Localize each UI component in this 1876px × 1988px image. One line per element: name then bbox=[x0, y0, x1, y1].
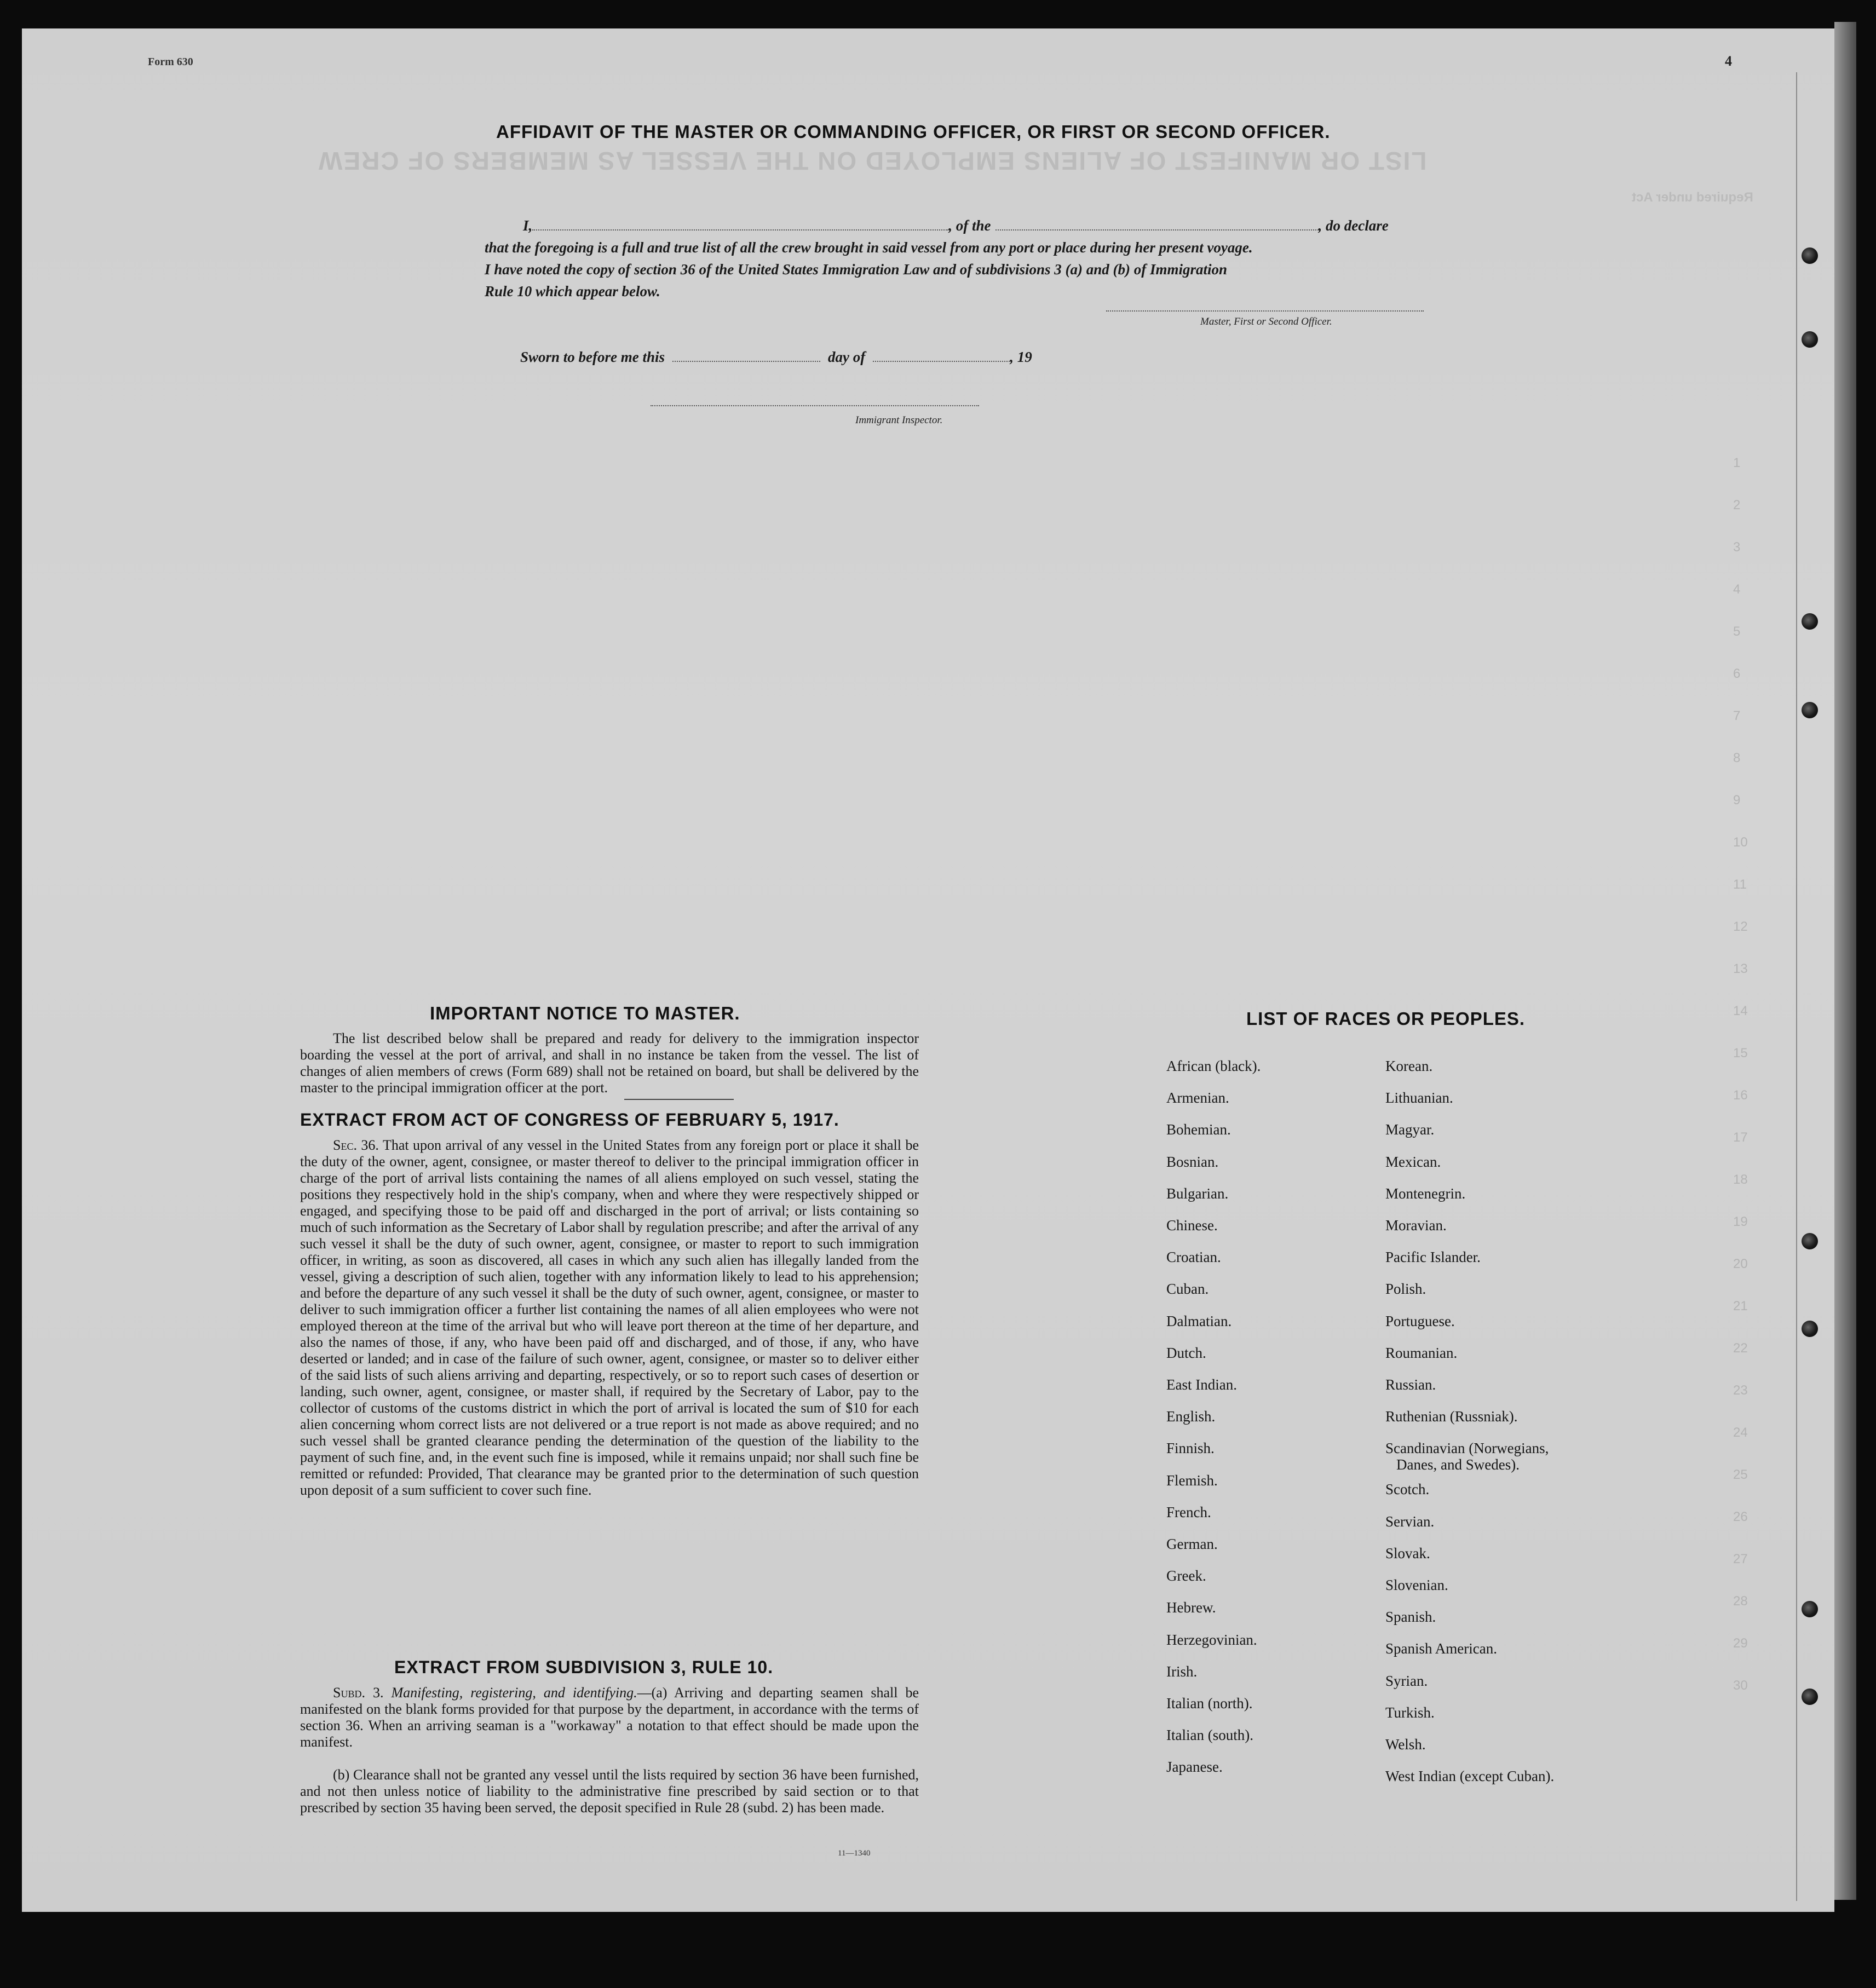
margin-number: 4 bbox=[1733, 582, 1741, 597]
race-item: English. bbox=[1166, 1408, 1216, 1425]
subdivision-a-body: —(a) Arriving and departing seamen shall be manifested on the blank forms provided for that purpose by the department, in accordance with the terms of section 36. When an arriving seaman is a "workaway" a notation to that effect should be made upon the manifest. bbox=[300, 1685, 919, 1750]
affidavit-line-1 bbox=[523, 217, 1389, 234]
race-item: Portuguese. bbox=[1385, 1312, 1455, 1329]
subdivision-label: Subd. 3. bbox=[333, 1685, 384, 1701]
race-item: East Indian. bbox=[1166, 1376, 1237, 1393]
punch-hole bbox=[1802, 331, 1818, 348]
margin-number: 9 bbox=[1733, 793, 1741, 808]
race-item: Finnish. bbox=[1166, 1440, 1215, 1457]
margin-number: 21 bbox=[1733, 1299, 1748, 1313]
margin-number: 6 bbox=[1733, 666, 1741, 681]
form-number: Form 630 bbox=[148, 56, 193, 68]
punch-hole bbox=[1802, 1601, 1818, 1617]
race-item: Roumanian. bbox=[1385, 1344, 1458, 1361]
punch-hole bbox=[1802, 1689, 1818, 1705]
section-36-body: That upon arrival of any vessel in the United States from any foreign port or place it shall be the duty of the owner, agent, consignee, or master thereof to deliver to the principal immigration officer in charge of the port of arrival lists containing the names of all aliens employed on such vessel, stating the positions they respectively hold in the ship's company, when and where they were respectively shipped or engaged, and specifying those to be paid off and discharged in the port of arrival; or lists containing so much of such information as the Secretary of Labor shall by regulation prescribe; and after the arrival of any such vessel it shall be the duty of such owner, agent, consignee, or master to report to such immigration officer, in writing, as soon as discovered, all cases in which any such alien has illegally landed from the vessel, giving a description of such alien, together with any information likely to lead to his apprehension; and before the departure of any such vessel it shall be the duty of such owner, agent, consignee, or master to deliver to such immigration officer a further list containing the names of all alien employees who were not employed thereon at the time of the arrival but who will leave port thereon at the time of her departure, and also the names of those, if any, who have been paid off and discharged, and of those, if any, who have deserted or landed; and in case of the failure of such owner, agent, consignee, or master so to deliver either of the said lists of such aliens arriving and departing, respectively, or so to report such cases of desertion or landing, such owner, agent, consignee, or master shall, if required by the Secretary of Labor, pay to the collector of customs of the customs district in which the port of arrival is located the sum of $10 for each alien concerning whom correct lists are not delivered or a true report is not made as above required; and no such vessel shall be granted clearance pending the determination of the question of the liability to the payment of such fine, and, in the event such fine is imposed, while it remains unpaid; nor shall such fine be remitted or refunded: Provided, That clearance may be granted prior to the determination of such question upon deposit of a sum sufficient to cover such fine. bbox=[300, 1137, 919, 1498]
sworn-day-of: day of bbox=[828, 349, 866, 365]
race-item: Flemish. bbox=[1166, 1472, 1218, 1489]
extract-rule-title: EXTRACT FROM SUBDIVISION 3, RULE 10. bbox=[394, 1657, 774, 1677]
race-item: Mexican. bbox=[1385, 1153, 1441, 1170]
punch-hole bbox=[1802, 702, 1818, 718]
race-item: Italian (south). bbox=[1166, 1727, 1253, 1744]
vessel-blank bbox=[995, 229, 1319, 231]
notice-title: IMPORTANT NOTICE TO MASTER. bbox=[430, 1003, 740, 1023]
margin-number: 29 bbox=[1733, 1636, 1748, 1651]
race-item: Spanish American. bbox=[1385, 1640, 1497, 1657]
race-item: Chinese. bbox=[1166, 1217, 1218, 1234]
document-page bbox=[22, 28, 1834, 1912]
race-item: African (black). bbox=[1166, 1058, 1261, 1074]
bleed-through-required: Required under Act bbox=[1632, 190, 1753, 205]
race-item: Moravian. bbox=[1385, 1217, 1447, 1234]
affidavit-title: AFFIDAVIT OF THE MASTER OR COMMANDING OFFICER, OR FIRST OR SECOND OFFICER. bbox=[496, 122, 1331, 142]
race-item: Russian. bbox=[1385, 1376, 1436, 1393]
margin-number: 19 bbox=[1733, 1214, 1748, 1229]
margin-rule bbox=[1796, 72, 1797, 1901]
punch-hole bbox=[1802, 1321, 1818, 1337]
sworn-year: , 19 bbox=[1010, 349, 1032, 365]
master-signature-caption: Master, First or Second Officer. bbox=[1200, 316, 1332, 327]
race-item: Slovenian. bbox=[1385, 1577, 1448, 1593]
race-item: Irish. bbox=[1166, 1663, 1198, 1680]
punch-hole bbox=[1802, 247, 1818, 264]
margin-number: 20 bbox=[1733, 1257, 1748, 1271]
race-item: Pacific Islander. bbox=[1385, 1249, 1481, 1266]
punch-hole bbox=[1802, 1233, 1818, 1249]
margin-number: 23 bbox=[1733, 1383, 1748, 1398]
race-item: Armenian. bbox=[1166, 1090, 1229, 1107]
race-item: Polish. bbox=[1385, 1281, 1426, 1298]
margin-number: 16 bbox=[1733, 1088, 1748, 1103]
margin-number: 13 bbox=[1733, 961, 1748, 976]
sworn-line bbox=[520, 349, 1032, 366]
race-item: Welsh. bbox=[1385, 1736, 1426, 1753]
affidavit-line-2: that the foregoing is a full and true list of all the crew brought in said vessel from any port or place during her present voyage. bbox=[485, 239, 1253, 256]
extract-rule-text-a bbox=[300, 1685, 919, 1750]
margin-number: 2 bbox=[1733, 498, 1741, 512]
sworn-prefix: Sworn to before me this bbox=[520, 349, 665, 365]
race-item: Bohemian. bbox=[1166, 1121, 1231, 1138]
section-label: Sec. 36. bbox=[333, 1137, 379, 1153]
sworn-month-blank bbox=[873, 361, 1010, 362]
affidavit-of-the: , of the bbox=[948, 217, 991, 234]
margin-number: 8 bbox=[1733, 751, 1741, 765]
margin-number: 18 bbox=[1733, 1172, 1748, 1187]
extract-act-text bbox=[300, 1137, 919, 1499]
next-page-edge bbox=[1834, 22, 1856, 1900]
inspector-caption: Immigrant Inspector. bbox=[855, 414, 943, 426]
race-item: Bosnian. bbox=[1166, 1153, 1219, 1170]
race-item: Scandinavian (Norwegians, bbox=[1385, 1440, 1549, 1457]
divider bbox=[624, 1099, 734, 1100]
affidavit-do-declare: , do declare bbox=[1318, 217, 1389, 234]
margin-number: 28 bbox=[1733, 1594, 1748, 1609]
race-item: Magyar. bbox=[1385, 1121, 1435, 1138]
race-item: Turkish. bbox=[1385, 1704, 1435, 1721]
races-title: LIST OF RACES OR PEOPLES. bbox=[1246, 1009, 1526, 1029]
margin-number: 11 bbox=[1733, 877, 1747, 892]
extract-act-title: EXTRACT FROM ACT OF CONGRESS OF FEBRUARY 5, 1917. bbox=[300, 1110, 839, 1130]
margin-number: 26 bbox=[1733, 1509, 1748, 1524]
margin-number: 24 bbox=[1733, 1425, 1748, 1440]
margin-number: 17 bbox=[1733, 1130, 1748, 1145]
race-item: Herzegovinian. bbox=[1166, 1631, 1257, 1648]
race-item: Syrian. bbox=[1385, 1672, 1428, 1689]
race-item: Danes, and Swedes). bbox=[1396, 1456, 1520, 1473]
print-code: 11—1340 bbox=[838, 1849, 871, 1858]
margin-number: 15 bbox=[1733, 1046, 1748, 1061]
race-item: Bulgarian. bbox=[1166, 1185, 1229, 1202]
race-item: Japanese. bbox=[1166, 1759, 1223, 1776]
sworn-day-blank bbox=[672, 361, 820, 362]
notice-text: The list described below shall be prepared and ready for delivery to the immigration inspector boarding the vessel at the port of arrival, and shall in no instance be taken from the vessel. The list of changes of alien members of crews (Form 689) shall not be retained on board, but shall be delivered by the master to the principal immigration officer at the port. bbox=[300, 1030, 919, 1096]
race-item: Korean. bbox=[1385, 1058, 1433, 1074]
race-item: Greek. bbox=[1166, 1568, 1206, 1584]
race-item: Dalmatian. bbox=[1166, 1312, 1232, 1329]
race-item: Ruthenian (Russniak). bbox=[1385, 1408, 1518, 1425]
race-item: Montenegrin. bbox=[1385, 1185, 1466, 1202]
inspector-signature-line bbox=[651, 405, 979, 406]
margin-number: 7 bbox=[1733, 708, 1741, 723]
race-item: Scotch. bbox=[1385, 1481, 1430, 1498]
margin-number: 25 bbox=[1733, 1467, 1748, 1482]
race-item: Lithuanian. bbox=[1385, 1090, 1453, 1107]
affidavit-line-4: Rule 10 which appear below. bbox=[485, 283, 660, 299]
extract-rule-text-b: (b) Clearance shall not be granted any vessel until the lists required by section 36 have been furnished, and not then unless notice of liability to the administrative fine prescribed by said section or to that prescribed by section 35 having been served, the deposit specified in Rule 28 (subd. 2) has been made. bbox=[300, 1767, 919, 1816]
margin-number: 12 bbox=[1733, 919, 1748, 934]
margin-number: 27 bbox=[1733, 1552, 1748, 1566]
race-item: Slovak. bbox=[1385, 1545, 1430, 1561]
race-item: French. bbox=[1166, 1503, 1211, 1520]
race-item: Italian (north). bbox=[1166, 1695, 1253, 1712]
margin-number: 14 bbox=[1733, 1004, 1748, 1018]
punch-hole bbox=[1802, 613, 1818, 630]
race-item: Hebrew. bbox=[1166, 1599, 1216, 1616]
name-blank bbox=[532, 229, 948, 231]
race-item: West Indian (except Cuban). bbox=[1385, 1768, 1555, 1785]
margin-number: 10 bbox=[1733, 835, 1748, 850]
race-item: Dutch. bbox=[1166, 1344, 1206, 1361]
subdivision-heading: Manifesting, registering, and identifying. bbox=[391, 1685, 637, 1701]
affidavit-i: I, bbox=[523, 217, 533, 234]
page-mark: 4 bbox=[1725, 53, 1732, 69]
affidavit-line-3: I have noted the copy of section 36 of the United States Immigration Law and of subdivisions 3 (a) and (b) of Immigration bbox=[485, 261, 1228, 278]
race-item: Spanish. bbox=[1385, 1609, 1436, 1626]
margin-number: 5 bbox=[1733, 624, 1741, 639]
margin-number: 3 bbox=[1733, 540, 1741, 555]
margin-number: 30 bbox=[1733, 1678, 1748, 1693]
master-signature-line bbox=[1106, 310, 1424, 312]
bleed-through-title: LIST OR MANIFEST OF ALIENS EMPLOYED ON THE VESSEL AS MEMBERS OF CREW bbox=[318, 147, 1427, 175]
race-item: German. bbox=[1166, 1536, 1218, 1552]
race-item: Cuban. bbox=[1166, 1281, 1209, 1298]
margin-number: 22 bbox=[1733, 1341, 1748, 1356]
race-item: Servian. bbox=[1385, 1513, 1435, 1530]
race-item: Croatian. bbox=[1166, 1249, 1221, 1266]
margin-number: 1 bbox=[1733, 456, 1741, 470]
